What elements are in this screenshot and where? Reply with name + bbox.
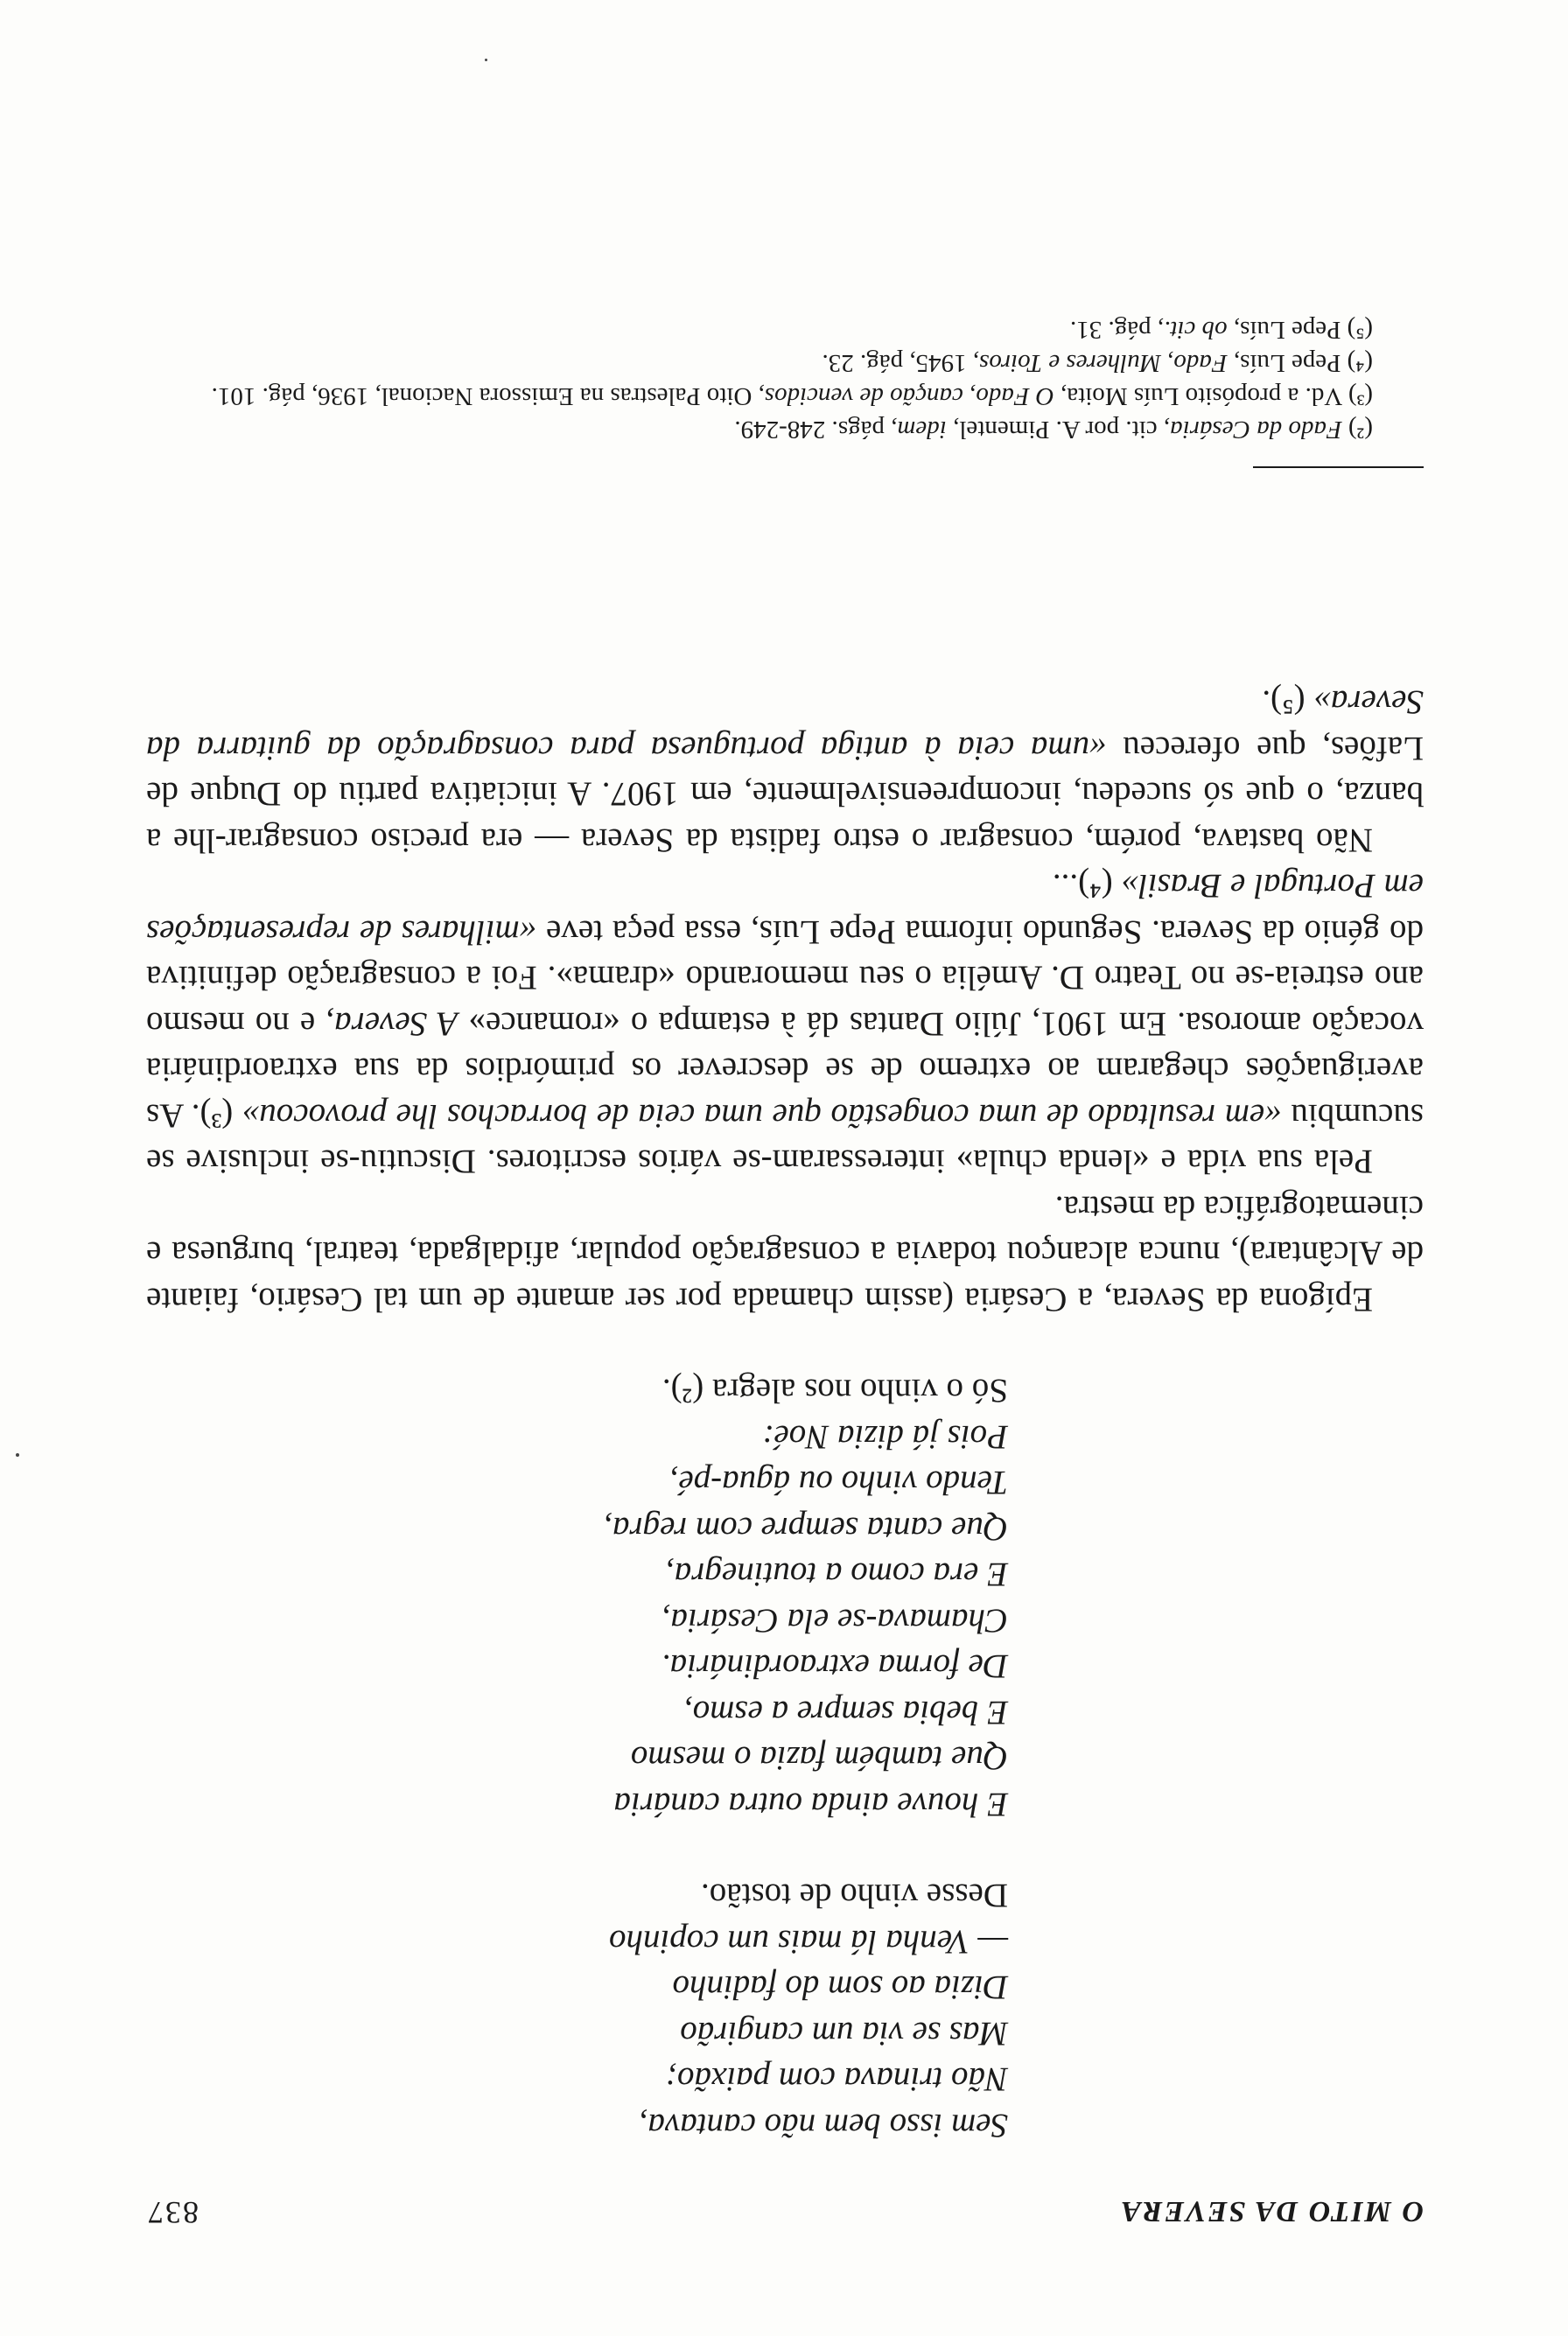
verse-line: De forma extraordinária. xyxy=(661,1647,1008,1686)
paragraph-text: e no mesmo ano estreia-se no Teatro D. Amélia o seu memorando «drama». Foi a consagração definitiva do génio da Severa. Segundo informa Pepe Luís, essa peça teve xyxy=(146,913,1424,1043)
footnote-2 xyxy=(146,413,1424,446)
footnote-text: págs. 248-249. xyxy=(734,416,892,444)
footnote-text: pág. 31. xyxy=(1070,316,1158,344)
dust-speck xyxy=(16,1453,19,1457)
verse-line: E bebia sempre a esmo, xyxy=(683,1694,1008,1731)
footnote-5 xyxy=(146,313,1424,346)
verse-line: E era como a toutinegra, xyxy=(665,1556,1008,1594)
page-number: 837 xyxy=(146,2195,199,2230)
footnote-text: Pepe Luís, xyxy=(1227,349,1348,377)
verse-line: Mas se via um cangirão xyxy=(680,2015,1008,2053)
footnote-text: cit. por A. Pimentel, xyxy=(946,416,1164,444)
quotation: «uma ceia à antiga portuguesa para consagração da guitarra da Severa» xyxy=(146,683,1424,767)
footnotes xyxy=(146,313,1424,446)
poem-stanza-2 xyxy=(146,1367,1008,1827)
footnote-text: Oito Palestras na Emissora Nacional, 1936, pág. 101. xyxy=(211,382,759,410)
paragraph-3 xyxy=(146,679,1424,863)
footnote-rule xyxy=(1253,466,1424,468)
poem-stanza-1 xyxy=(146,1872,1008,2148)
footnote-marker: (³) xyxy=(1348,382,1373,410)
footnote-marker: (²) xyxy=(1348,416,1373,444)
footnote-text: Vd. a propósito Luís Moita, xyxy=(1054,382,1348,410)
paragraph-text: (⁵). xyxy=(1262,683,1314,722)
quotation: «em resultado de uma congestão que uma ceia de borrachos lhe provocou» xyxy=(242,1097,1282,1135)
running-head xyxy=(146,2194,1424,2231)
footnote-text: 1945, pág. 23. xyxy=(822,349,973,377)
paragraph-text: Pela sua vida e «lenda chula» interessaram-se vários escritores. Discutiu-se inclusive se sucumbiu xyxy=(146,1097,1424,1181)
prose xyxy=(146,679,1424,1322)
verse-line: Que também fazia o mesmo xyxy=(630,1739,1008,1778)
running-title: O MITO DA SEVERA xyxy=(1119,2195,1424,2228)
verse-line: Tendo vinho ou água-pé, xyxy=(669,1464,1008,1502)
paragraph-text: Epígona da Severa, a Cesária (assim chamada por ser amante de um tal Cesário, faiante de Alcântara), nunca alcançou todavia a consagração popular, afidalgada, teatral, burguesa e cinematográfica da mestra. xyxy=(146,1189,1424,1318)
dust-speck xyxy=(485,59,487,61)
footnote-text: Pepe Luís, xyxy=(1227,316,1348,344)
footnote-3 xyxy=(146,380,1424,413)
verse-line: — Venha lá mais um copinho xyxy=(608,1923,1008,1961)
verse-line: Dizia ao som do fadinho xyxy=(672,1969,1008,2007)
footnote-title: O Fado, canção de vencidos, xyxy=(758,382,1054,410)
footnote-title: Fado, Mulheres e Toiros, xyxy=(972,349,1228,377)
footnote-title: ob cit., xyxy=(1157,316,1228,344)
paragraph-text: (⁴)... xyxy=(1052,867,1122,906)
paragraph-1 xyxy=(146,1185,1424,1323)
quotation: «milhares de representações em Portugal e Brasil» xyxy=(146,867,1424,951)
footnote-marker: (⁵) xyxy=(1347,316,1373,344)
verse-line: E houve ainda outra canária xyxy=(613,1786,1008,1823)
paragraph-text: Não bastava, porém, consagrar o estro fadista da Severa — era preciso consagrar-lhe a banza, o que só sucedeu, incompreensivelmente, em 1907. A iniciativa partiu do Duque de Lafões, que ofereceu xyxy=(146,730,1424,859)
footnote-title: Fado da Cesária, xyxy=(1163,416,1342,444)
verse-line: Desse vinho de tostão. xyxy=(701,1877,1008,1915)
footnote-title: idem, xyxy=(891,416,947,444)
poem xyxy=(146,1367,1008,2148)
verse-line: Que canta sempre com regra, xyxy=(604,1510,1008,1548)
verse-line: Sem isso bem não cantava, xyxy=(639,2107,1008,2144)
footnote-4 xyxy=(146,346,1424,380)
paragraph-text: (³). As averiguações chegaram ao extremo de se descrever os primórdios da sua extraordinária vocação amorosa. Em 1901, Júlio Dantas dá à estampa o «romance» xyxy=(146,1005,1424,1135)
footnote-marker: (⁴) xyxy=(1347,349,1373,377)
verse-line: Pois já dizia Noé: xyxy=(762,1418,1008,1456)
work-title: A Severa, xyxy=(326,1005,458,1043)
verse-line: Não trinava com paixão; xyxy=(665,2060,1008,2099)
verse-line: Só o vinho nos alegra (²). xyxy=(662,1372,1008,1410)
paragraph-2 xyxy=(146,863,1424,1185)
verse-line: Chamava-se ela Cesária, xyxy=(662,1602,1008,1640)
body-text xyxy=(146,679,1424,2148)
